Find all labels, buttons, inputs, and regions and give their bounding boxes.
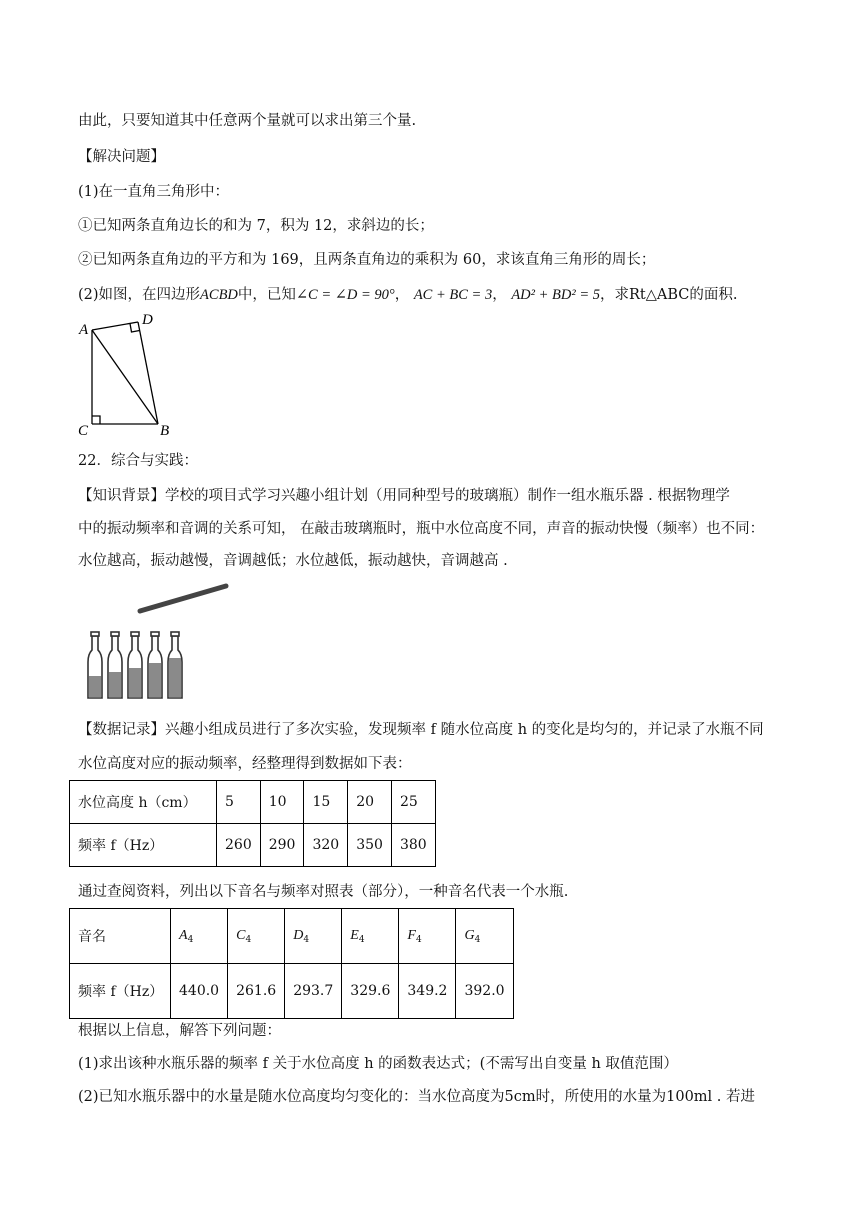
- text-segment: ，: [492, 287, 507, 303]
- text-line: ②已知两条直角边的平方和为 169，且两条直角边的乘积为 60，求该直角三角形的周长；: [78, 252, 656, 268]
- table-cell: [285, 909, 342, 964]
- edge-ab: [92, 330, 158, 424]
- table-cell: 25: [391, 781, 435, 824]
- bottle-4: [148, 632, 162, 698]
- text-line: 【知识背景】学校的项目式学习兴趣小组计划（用同种型号的玻璃瓶）制作一组水瓶乐器 . 根据物理学: [78, 488, 730, 504]
- bottle-1: [88, 632, 102, 698]
- table-cell: [456, 909, 513, 964]
- right-angle-c: [92, 416, 100, 424]
- table-cell: 392.0: [456, 964, 513, 1019]
- table-cell: 320: [304, 824, 348, 867]
- note-frequency-table: [69, 908, 514, 1019]
- note-sub: 4: [358, 935, 365, 945]
- table-cell: 290: [260, 824, 304, 867]
- text-segment: ，: [394, 287, 410, 303]
- text-line: ①已知两条直角边长的和为 7，积为 12，求斜边的长；: [78, 218, 434, 234]
- text-line: 由此，只要知道其中任意两个量就可以求出第三个量.: [78, 113, 417, 129]
- text-segment: ，求Rt△ABC的面积.: [600, 287, 738, 303]
- bottle-2: [108, 632, 122, 698]
- table-cell: 349.2: [399, 964, 456, 1019]
- table-cell: 293.7: [285, 964, 342, 1019]
- table-cell: 329.6: [342, 964, 399, 1019]
- math-angle: ∠C = ∠D = 90°: [295, 287, 395, 303]
- table-cell: 380: [391, 824, 435, 867]
- table-header-cell: 音名: [70, 909, 171, 964]
- bottle-3: [128, 632, 142, 698]
- table-header-cell: 频率 f（Hz）: [70, 824, 217, 867]
- math-sum: AC + BC = 3: [413, 287, 493, 303]
- text-line-problem-2: [78, 285, 738, 305]
- table-cell: 20: [348, 781, 392, 824]
- label-b: B: [160, 423, 170, 439]
- table-header-cell: 水位高度 h（cm）: [70, 781, 217, 824]
- note-letter: F: [407, 928, 416, 943]
- text-line: 通过查阅资料，列出以下音名与频率对照表（部分），一种音名代表一个水瓶.: [78, 884, 569, 900]
- table-cell: 15: [304, 781, 348, 824]
- table-row: [70, 964, 514, 1019]
- note-letter: C: [236, 928, 246, 943]
- text-line: (1)在一直角三角形中：: [78, 184, 230, 200]
- note-sub: 4: [245, 935, 252, 945]
- text-line: 【数据记录】兴趣小组成员进行了多次实验，发现频率 f 随水位高度 h 的变化是均匀的，并记录了水瓶不同: [78, 722, 764, 738]
- text-line: (1)求出该种水瓶乐器的频率 f 关于水位高度 h 的函数表达式；(不需写出自变量 h 取值范围）: [78, 1056, 678, 1072]
- mallet-stick: [140, 586, 226, 611]
- text-line: (2)已知水瓶乐器中的水量是随水位高度均匀变化的：当水位高度为5cm时，所使用的水量为100ml . 若进: [78, 1089, 756, 1105]
- section-heading: 【解决问题】: [78, 149, 165, 165]
- table-row: [70, 909, 514, 964]
- table-cell: 440.0: [171, 964, 228, 1019]
- table-row: [70, 824, 436, 867]
- text-line: 根据以上信息，解答下列问题：: [78, 1023, 281, 1039]
- note-letter: A: [179, 928, 188, 943]
- label-c: C: [78, 423, 89, 439]
- note-letter: E: [350, 928, 359, 943]
- note-sub: 4: [415, 935, 422, 945]
- question-number-22: 22．综合与实践：: [78, 453, 198, 469]
- quadrilateral-figure: [74, 308, 184, 440]
- table-cell: [228, 909, 285, 964]
- table-cell: 10: [260, 781, 304, 824]
- table-cell: [171, 909, 228, 964]
- table-cell: 350: [348, 824, 392, 867]
- label-a: A: [79, 322, 89, 338]
- note-sub: 4: [474, 935, 481, 945]
- water-height-frequency-table: [69, 780, 436, 867]
- note-sub: 4: [187, 935, 194, 945]
- note-letter: D: [293, 928, 304, 943]
- text-segment: 中，已知: [237, 287, 296, 303]
- note-letter: G: [464, 928, 475, 943]
- text-line: 中的振动频率和音调的关系可知， 在敲击玻璃瓶时，瓶中水位高度不同，声音的振动快慢（频率）也不同：: [78, 521, 765, 537]
- table-cell: 261.6: [228, 964, 285, 1019]
- table-cell: 260: [217, 824, 261, 867]
- table-header-cell: 频率 f（Hz）: [70, 964, 171, 1019]
- text-segment: (2)如图，在四边形: [78, 287, 201, 303]
- text-line: 水位越高，振动越慢，音调越低；水位越低，振动越快，音调越高 .: [78, 553, 508, 569]
- label-d: D: [142, 312, 153, 328]
- note-sub: 4: [303, 935, 310, 945]
- table-cell: [399, 909, 456, 964]
- math-quad-name: ACBD: [200, 287, 238, 303]
- text-line: 水位高度对应的振动频率，经整理得到数据如下表：: [78, 756, 412, 772]
- math-squares: AD² + BD² = 5: [511, 287, 600, 303]
- water-bottles-illustration: [78, 578, 238, 704]
- table-cell: 5: [217, 781, 261, 824]
- bottle-5: [168, 632, 182, 698]
- table-row: [70, 781, 436, 824]
- table-cell: [342, 909, 399, 964]
